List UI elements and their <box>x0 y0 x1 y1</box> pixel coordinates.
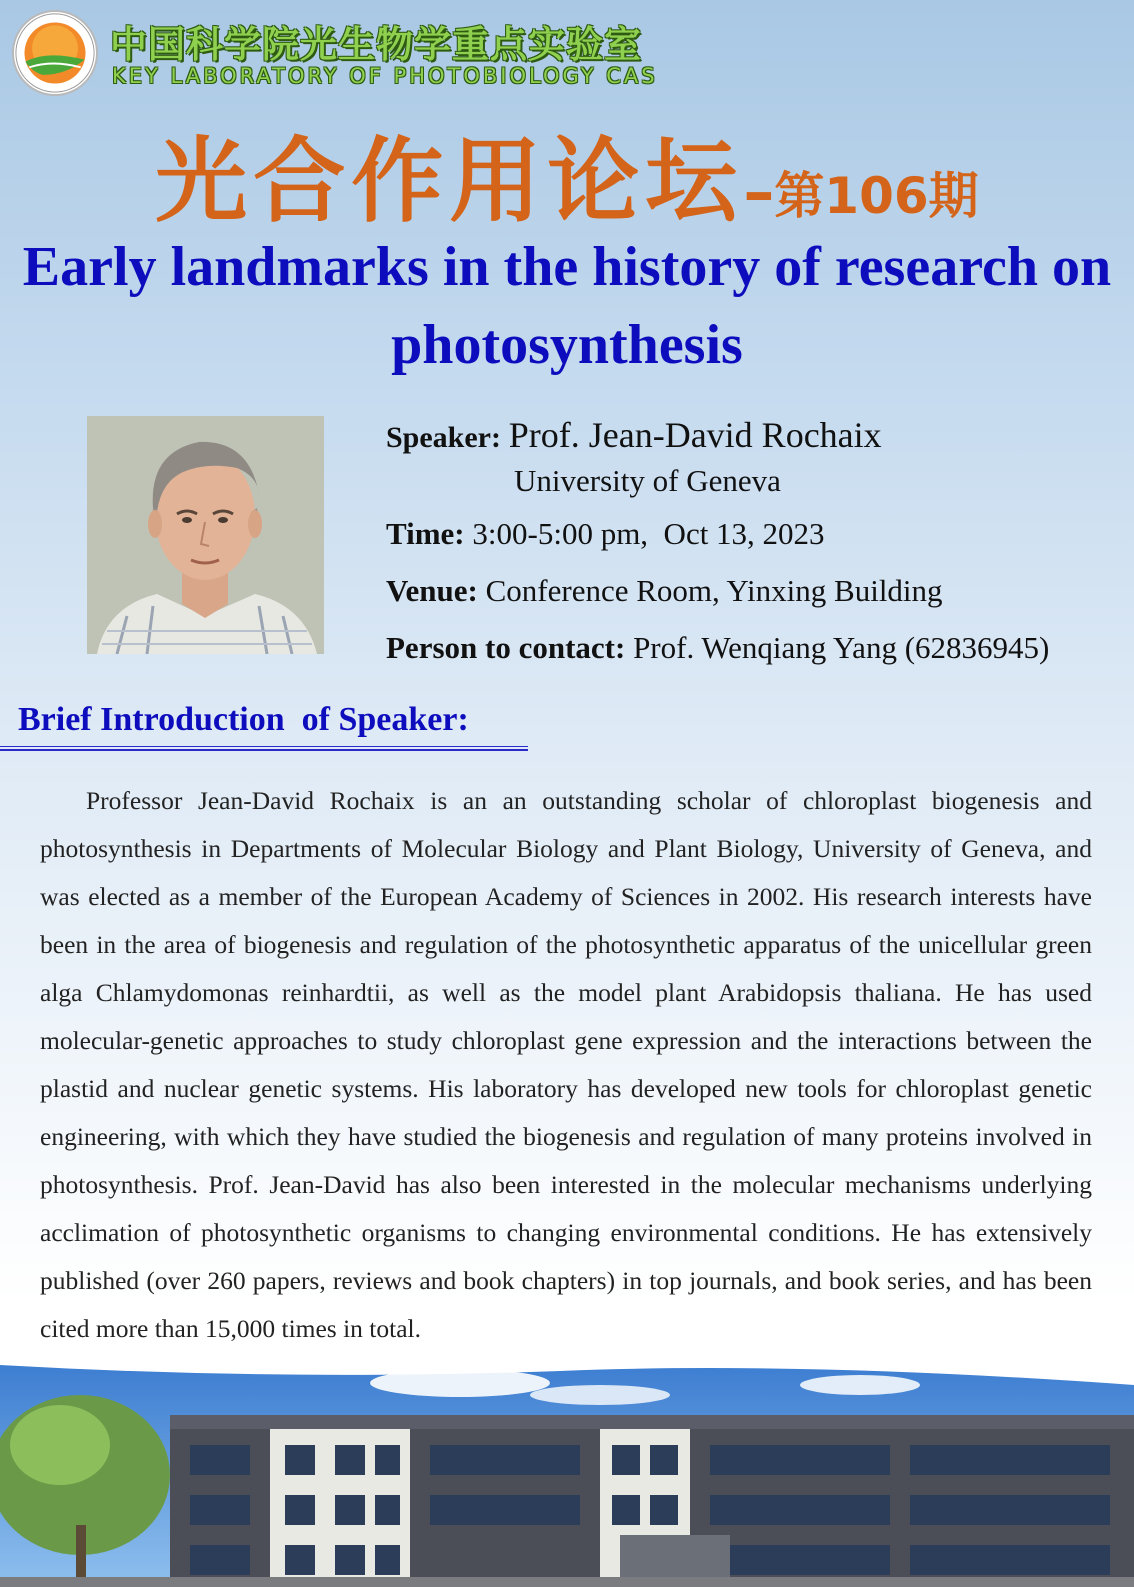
contact-value: Prof. Wenqiang Yang (62836945) <box>633 630 1050 665</box>
speaker-photo <box>87 416 324 654</box>
forum-dash: – <box>743 155 775 228</box>
lab-name-chinese: 中国科学院光生物学重点实验室 <box>110 23 642 66</box>
forum-title <box>0 108 1134 240</box>
building-banner <box>0 1355 1134 1587</box>
lab-logo <box>12 10 98 96</box>
venue-label: Venue: <box>386 573 478 608</box>
talk-title: Early landmarks in the history of research on photosynthesis <box>22 236 1112 376</box>
time-value: 3:00-5:00 pm, Oct 13, 2023 <box>472 516 825 551</box>
time-line <box>386 516 825 552</box>
contact-label: Person to contact: <box>386 630 626 665</box>
speaker-name: Prof. Jean-David Rochaix <box>508 415 882 455</box>
sun-leaf-logo-icon <box>14 12 96 94</box>
speaker-line <box>386 414 882 456</box>
heading-divider <box>0 746 528 751</box>
speaker-portrait-icon <box>87 416 324 654</box>
speaker-label: Speaker: <box>386 421 501 454</box>
forum-issue: 第106期 <box>774 167 979 225</box>
lab-name-english: KEY LABORATORY OF PHOTOBIOLOGY CAS <box>112 64 658 88</box>
time-label: Time: <box>386 516 465 551</box>
forum-name: 光合作用论坛 <box>155 127 744 235</box>
speaker-affiliation: University of Geneva <box>514 463 781 498</box>
contact-line <box>386 630 1049 666</box>
building-illustration-icon <box>0 1355 1134 1587</box>
venue-value: Conference Room, Yinxing Building <box>485 573 943 608</box>
venue-line <box>386 573 943 609</box>
intro-body: Professor Jean-David Rochaix is an an outstanding scholar of chloroplast biogenesis and photosynthesis in Departments of Molecular Biology and Plant Biology, University of Geneva, and was elected as a member of the European Academy of Sciences in 2002. His research interests have been in the area of biogenesis and regulation of the photosynthetic apparatus of the unicellular green alga Chlamydomonas reinhardtii, as well as the model plant Arabidopsis thaliana. He has used molecular-genetic approaches to study chloroplast gene expression and the interactions between the plastid and nuclear genetic systems. His laboratory has developed new tools for chloroplast genetic engineering, with which they have studied the biogenesis and regulation of many proteins involved in photosynthesis. Prof. Jean-David has also been interested in the molecular mechanisms underlying acclimation of photosynthetic organisms to changing environmental conditions. He has extensively published (over 260 papers, reviews and book chapters) in top journals, and book series, and has been cited more than 15,000 times in total. <box>40 786 1092 1343</box>
intro-heading: Brief Introduction of Speaker: <box>18 701 469 738</box>
